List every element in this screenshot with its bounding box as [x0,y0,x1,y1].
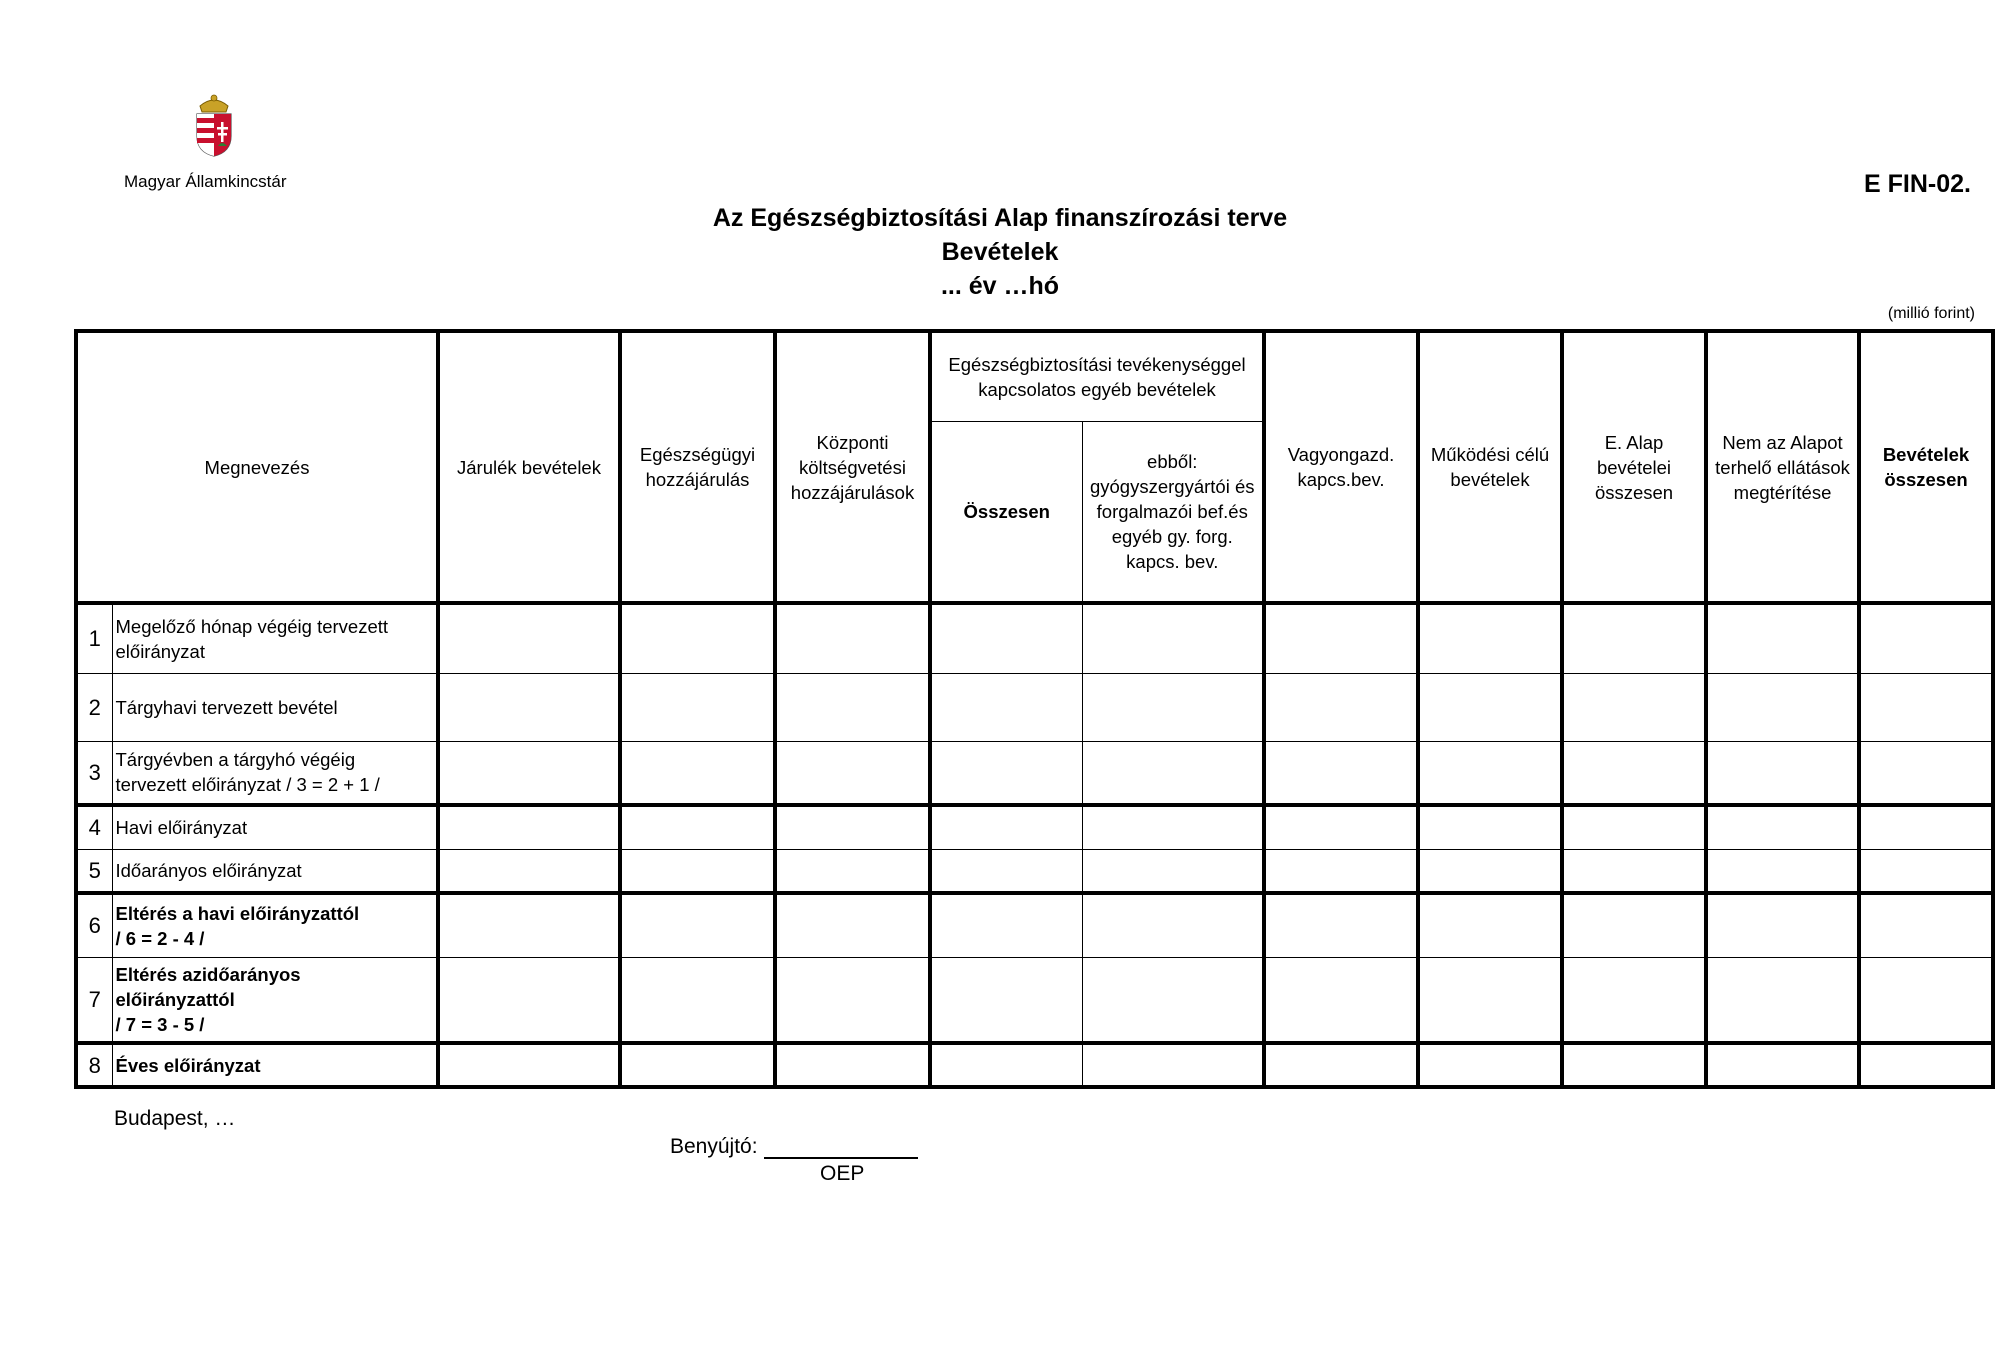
row-label [112,603,438,673]
header-fund-total: E. Alap bevételei összesen [1562,331,1706,603]
value-cell[interactable] [1706,849,1859,893]
value-cell[interactable] [1418,849,1562,893]
value-cell[interactable] [1562,603,1706,673]
value-cell[interactable] [1859,673,1993,741]
place-date: Budapest, … [114,1107,236,1130]
signature-line [764,1137,918,1159]
value-cell[interactable] [620,805,775,849]
value-cell[interactable] [438,603,620,673]
row-label [112,957,438,1043]
value-cell[interactable] [1264,603,1418,673]
value-cell[interactable] [438,893,620,957]
value-cell[interactable] [1859,849,1993,893]
value-cell[interactable] [930,741,1082,805]
value-cell[interactable] [1562,957,1706,1043]
table-row [76,893,1993,957]
value-cell[interactable] [438,849,620,893]
value-cell[interactable] [775,741,930,805]
row-number: 4 [76,805,112,849]
value-cell[interactable] [1562,849,1706,893]
value-cell[interactable] [438,673,620,741]
row-label [112,673,438,741]
value-cell[interactable] [1859,957,1993,1043]
value-cell[interactable] [1562,805,1706,849]
header-other-revenue-group: Egészségbiztosítási tevékenységgel kapcsolatos egyéb bevételek [930,331,1264,421]
value-cell[interactable] [1082,957,1264,1043]
value-cell[interactable] [1082,849,1264,893]
row-number: 2 [76,673,112,741]
row-number: 3 [76,741,112,805]
value-cell[interactable] [930,805,1082,849]
submitter-org: OEP [820,1162,865,1185]
header-non-fund: Nem az Alapot terhelő ellátások megtérítése [1706,331,1859,603]
value-cell[interactable] [775,1043,930,1087]
value-cell[interactable] [1264,893,1418,957]
row-label-line: Megelőző hónap végéig tervezett [115,615,389,637]
submitter-block [670,1135,918,1159]
value-cell[interactable] [1082,893,1264,957]
value-cell[interactable] [1418,957,1562,1043]
row-number: 8 [76,1043,112,1087]
value-cell[interactable] [1418,673,1562,741]
table-row [76,673,1993,741]
unit-label: (millió forint) [1887,305,1975,322]
value-cell[interactable] [620,1043,775,1087]
hungarian-coat-of-arms-logo [192,92,236,158]
value-cell[interactable] [1264,1043,1418,1087]
value-cell[interactable] [1264,805,1418,849]
document-title: Az Egészségbiztosítási Alap finanszírozási terve [712,204,1288,232]
value-cell[interactable] [930,849,1082,893]
value-cell[interactable] [1082,805,1264,849]
row-number: 5 [76,849,112,893]
value-cell[interactable] [1562,673,1706,741]
row-label-line: Időarányos előirányzat [115,859,302,881]
table-row [76,603,1993,673]
value-cell[interactable] [620,957,775,1043]
value-cell[interactable] [1418,1043,1562,1087]
row-label-line: Éves előirányzat [115,1054,261,1076]
organization-name: Magyar Államkincstár [124,172,287,191]
document-period: ... év …hó [940,272,1060,300]
value-cell[interactable] [620,603,775,673]
header-other-of-which: ebből: gyógyszergyártói és forgalmazói bef.és egyéb gy. forg. kapcs. bev. [1082,421,1264,603]
row-label-line: / 6 = 2 - 4 / [115,927,205,949]
row-label [112,849,438,893]
value-cell[interactable] [1562,741,1706,805]
row-label-line: Tárgyhavi tervezett bevétel [115,696,338,718]
value-cell[interactable] [1706,673,1859,741]
value-cell[interactable] [775,673,930,741]
row-label-line: előirányzat [115,640,205,662]
table-row [76,957,1993,1043]
value-cell[interactable] [620,849,775,893]
value-cell[interactable] [1706,741,1859,805]
row-label-line: tervezett előirányzat / 3 = 2 + 1 / [115,774,380,796]
value-cell[interactable] [1418,893,1562,957]
value-cell[interactable] [775,893,930,957]
document-title-block [0,201,2005,303]
value-cell[interactable] [930,957,1082,1043]
header-operating: Működési célú bevételek [1418,331,1562,603]
row-label [112,893,438,957]
table-body [76,603,1993,1087]
table-row [76,805,1993,849]
value-cell[interactable] [1264,957,1418,1043]
table-row [76,849,1993,893]
table-row [76,1043,1993,1087]
value-cell[interactable] [1859,805,1993,849]
value-cell[interactable] [1082,603,1264,673]
value-cell[interactable] [1706,805,1859,849]
value-cell[interactable] [1706,893,1859,957]
value-cell[interactable] [438,805,620,849]
header-central-budget: Központi költségvetési hozzájárulások [775,331,930,603]
row-label [112,741,438,805]
row-number: 7 [76,957,112,1043]
value-cell[interactable] [1859,893,1993,957]
header-revenue-total: Bevételek összesen [1859,331,1993,603]
submitter-label: Benyújtó: [670,1135,758,1158]
header-other-total: Összesen [930,421,1082,603]
table-row [76,741,1993,805]
value-cell[interactable] [438,1043,620,1087]
value-cell[interactable] [1082,1043,1264,1087]
value-cell[interactable] [775,805,930,849]
value-cell[interactable] [1859,741,1993,805]
row-label [112,1043,438,1087]
row-label-line: / 7 = 3 - 5 / [115,1013,205,1035]
value-cell[interactable] [930,603,1082,673]
value-cell[interactable] [930,893,1082,957]
value-cell[interactable] [775,849,930,893]
row-label-line: Havi előirányzat [115,817,248,839]
header-asset-management: Vagyongazd. kapcs.bev. [1264,331,1418,603]
value-cell[interactable] [1082,741,1264,805]
value-cell[interactable] [620,741,775,805]
value-cell[interactable] [1706,1043,1859,1087]
value-cell[interactable] [1418,603,1562,673]
value-cell[interactable] [1082,673,1264,741]
header-name: Megnevezés [76,331,438,603]
row-label-line: Eltérés a havi előirányzattól [115,902,360,924]
row-label-line: Eltérés azidőarányos [115,963,301,985]
value-cell[interactable] [1264,673,1418,741]
value-cell[interactable] [1418,805,1562,849]
value-cell[interactable] [1859,603,1993,673]
value-cell[interactable] [1418,741,1562,805]
value-cell[interactable] [1706,603,1859,673]
value-cell[interactable] [775,957,930,1043]
form-code: E FIN-02. [1864,170,1971,198]
header-contributions: Járulék bevételek [438,331,620,603]
row-label-line: előirányzattól [115,988,235,1010]
document-subtitle: Bevételek [941,238,1059,266]
value-cell[interactable] [620,893,775,957]
revenue-plan-table [74,329,1995,1089]
row-number: 6 [76,893,112,957]
value-cell[interactable] [930,1043,1082,1087]
value-cell[interactable] [775,603,930,673]
value-cell[interactable] [1706,957,1859,1043]
value-cell[interactable] [1562,1043,1706,1087]
row-number: 1 [76,603,112,673]
value-cell[interactable] [438,957,620,1043]
value-cell[interactable] [438,741,620,805]
value-cell[interactable] [930,673,1082,741]
header-health-contribution: Egészségügyi hozzájárulás [620,331,775,603]
value-cell[interactable] [1264,741,1418,805]
value-cell[interactable] [620,673,775,741]
row-label [112,805,438,849]
value-cell[interactable] [1859,1043,1993,1087]
value-cell[interactable] [1562,893,1706,957]
row-label-line: Tárgyévben a tárgyhó végéig [115,749,356,771]
value-cell[interactable] [1264,849,1418,893]
